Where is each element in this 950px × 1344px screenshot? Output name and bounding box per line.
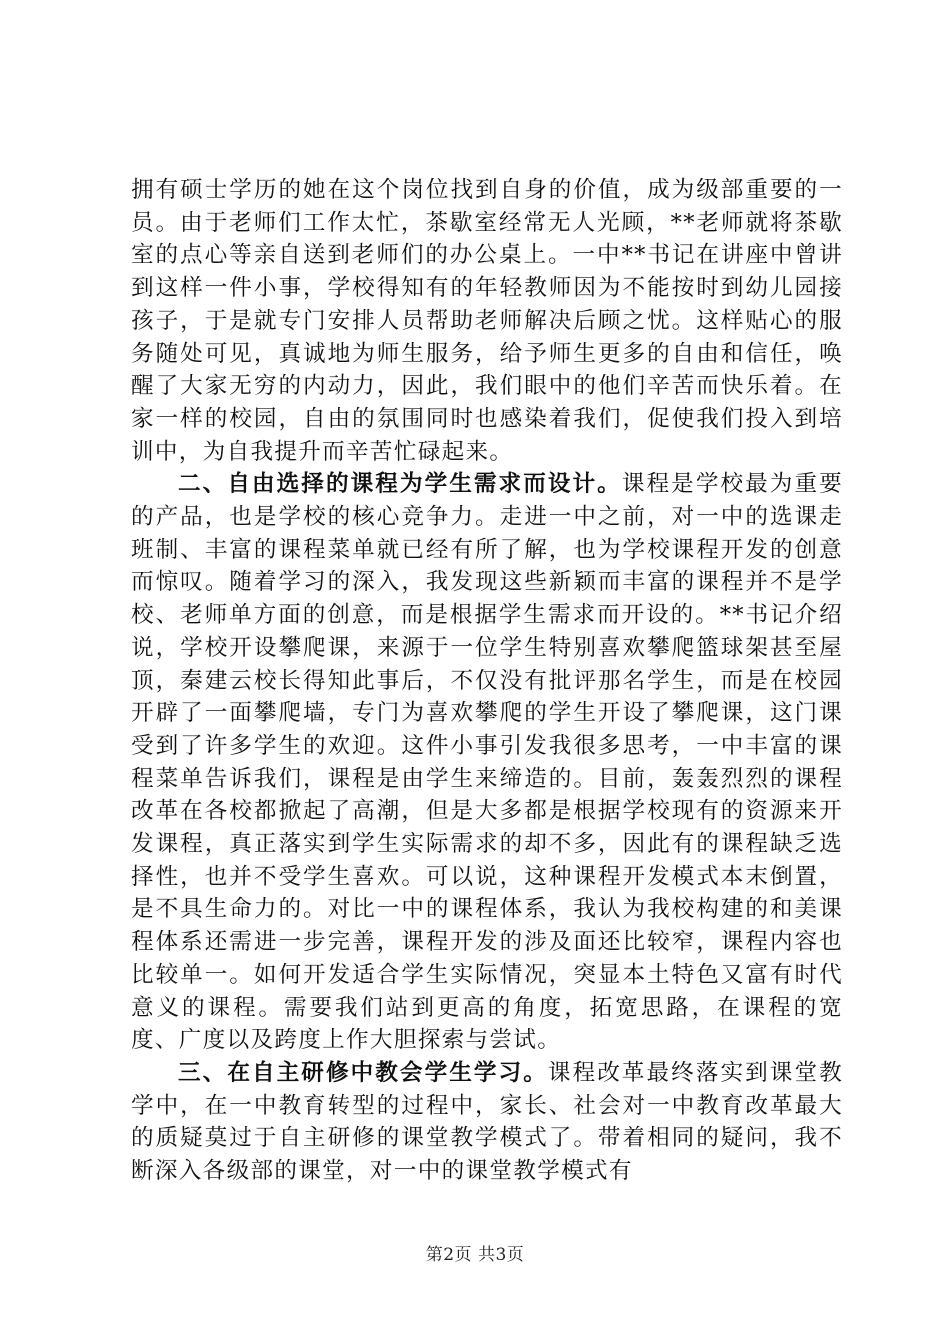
paragraph-2 (131, 468, 843, 1057)
paragraph-3 (131, 1057, 843, 1188)
paragraph-1-text: 拥有硕士学历的她在这个岗位找到自身的价值，成为级部重要的一员。由于老师们工作太忙，茶歇室经常无人光顾，**老师就将茶歇室的点心等亲自送到老师们的办公桌上。一中**书记在讲座中曾讲到这样一件小事，学校得知有的年轻教师因为不能按时到幼儿园接孩子，于是就专门安排人员帮助老师解决后顾之忧。这样贴心的服务随处可见，真诚地为师生服务，给予师生更多的自由和信任，唤醒了大家无穷的内动力，因此，我们眼中的他们辛苦而快乐着。在家一样的校园，自由的氛围同时也感染着我们，促使我们投入到培训中，为自我提升而辛苦忙碌起来。 (131, 177, 843, 465)
paragraph-1 (131, 174, 843, 468)
body-text (131, 174, 843, 1188)
page-footer (0, 1244, 950, 1266)
section-heading-3: 三、在自主研修中教会学生学习。 (178, 1059, 548, 1086)
page-number: 第2页 共3页 (425, 1245, 525, 1265)
section-heading-2: 二、自由选择的课程为学生需求而设计。 (178, 471, 622, 498)
paragraph-3-text: 课程改革最终落实到课堂教学中，在一中教育转型的过程中，家长、社会对一中教育改革最大的质疑莫过于自主研修的课堂教学模式了。带着相同的疑问，我不断深入各级部的课堂，对一中的课堂教学模式有 (131, 1059, 844, 1185)
paragraph-2-text: 课程是学校最为重要的产品，也是学校的核心竞争力。走进一中之前，对一中的选课走班制、丰富的课程菜单就已经有所了解，也为学校课程开发的创意而惊叹。随着学习的深入，我发现这些新颖而丰富的课程并不是学校、老师单方面的创意，而是根据学生需求而开设的。**书记介绍说，学校开设攀爬课，来源于一位学生特别喜欢攀爬篮球架甚至屋顶，秦建云校长得知此事后，不仅没有批评那名学生，而是在校园开辟了一面攀爬墙，专门为喜欢攀爬的学生开设了攀爬课，这门课受到了许多学生的欢迎。这件小事引发我很多思考，一中丰富的课程菜单告诉我们，课程是由学生来缔造的。目前，轰轰烈烈的课程改革在各校都掀起了高潮，但是大多都是根据学校现有的资源来开发课程，真正落实到学生实际需求的却不多，因此有的课程缺乏选择性，也并不受学生喜欢。可以说，这种课程开发模式本末倒置，是不具生命力的。对比一中的课程体系，我认为我校构建的和美课程体系还需进一步完善，课程开发的涉及面还比较窄，课程内容也比较单一。如何开发适合学生实际情况，突显本土特色又富有时代意义的课程。需要我们站到更高的角度，拓宽思路，在课程的宽度、广度以及跨度上作大胆探索与尝试。 (131, 471, 843, 1054)
